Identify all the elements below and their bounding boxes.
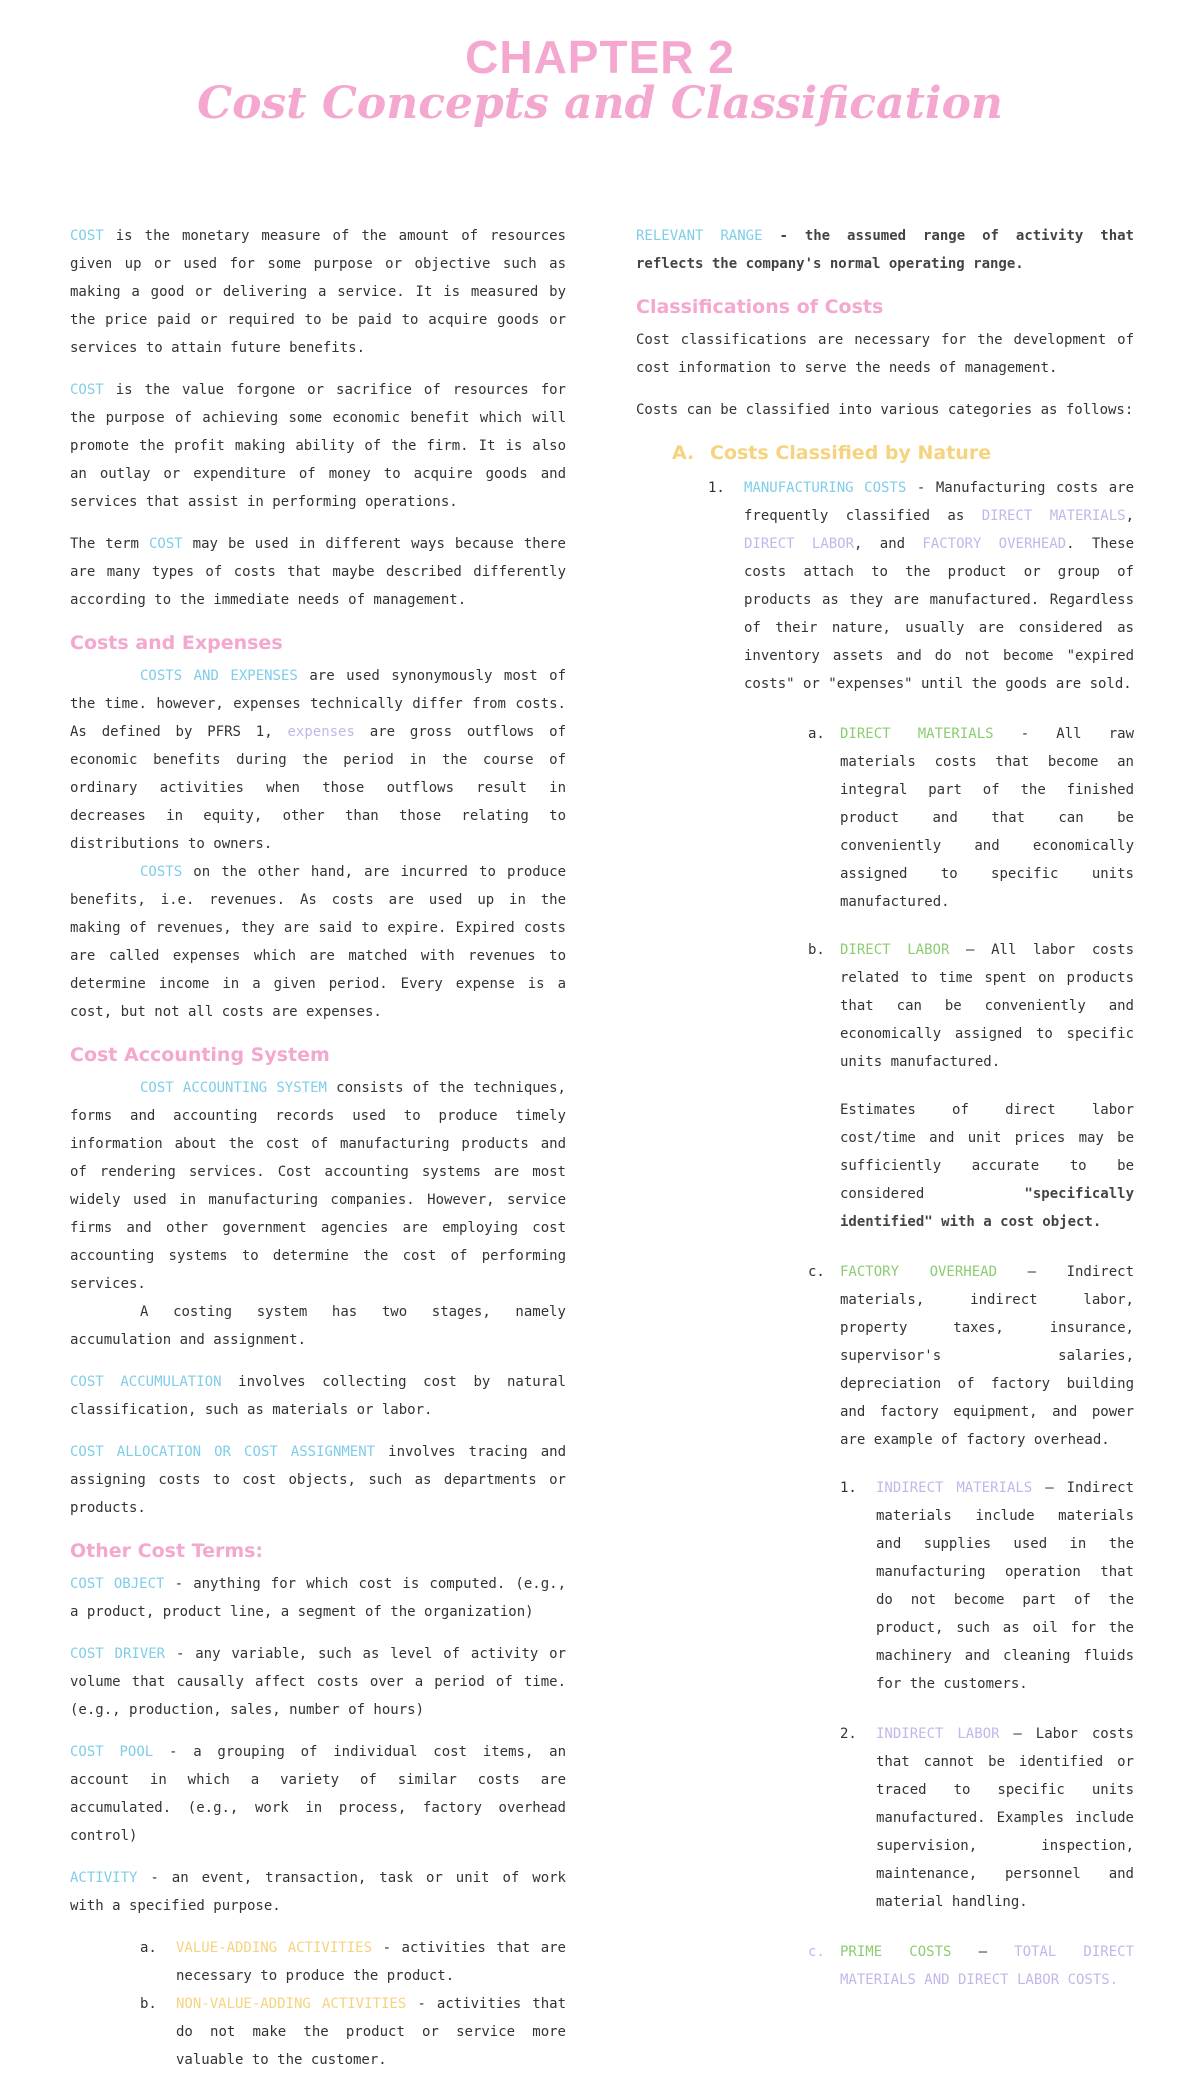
term: COST DRIVER (70, 1646, 166, 1662)
list-marker: a. (140, 1940, 157, 1956)
paragraph-classifications-1: Cost classifications are necessary for the development of cost information to serve the needs of management. (636, 332, 1134, 376)
list-marker: 1. (840, 1480, 857, 1496)
list-item-manufacturing-costs (708, 474, 1134, 698)
list-marker: a. (808, 726, 825, 742)
term: COST ALLOCATION OR COST ASSIGNMENT (70, 1444, 376, 1460)
list-item-non-value-adding (140, 1990, 566, 2074)
term: COST (70, 228, 104, 244)
paragraph-cost-accumulation (70, 1368, 566, 1424)
list-item-direct-labor (808, 936, 1134, 1076)
list-marker: c. (808, 1944, 825, 1960)
text: , (1125, 508, 1135, 524)
text: , and (854, 536, 923, 552)
paragraph-direct-labor-note (840, 1096, 1134, 1236)
right-column (636, 222, 1134, 2006)
text: are gross outflows of economic benefits during the period in the course of ordinary activities when those outflows result in decreases in equity, other than those relating to distributions to owners. (70, 724, 566, 852)
list-item-value-adding (140, 1934, 566, 1990)
text: is the value forgone or sacrifice of resources for the purpose of achieving some economic benefit which will promote the profit making ability of the firm. It is also an outlay or expenditure of money to acquire goods and services that assist in performing operations. (70, 382, 566, 510)
term: DIRECT MATERIALS (981, 508, 1126, 524)
text: - Manufacturing costs are frequently classified as (744, 480, 1134, 524)
text: The term (70, 536, 149, 552)
text: may be used in different ways because there are many types of costs that maybe described differently according to the immediate needs of management. (70, 536, 566, 608)
term: COST ACCUMULATION (70, 1374, 222, 1390)
term: RELEVANT RANGE (636, 228, 763, 244)
term: PRIME COSTS (840, 1944, 952, 1960)
text: - an event, transaction, task or unit of work with a specified purpose. (70, 1870, 566, 1914)
term: FACTORY OVERHEAD (922, 536, 1067, 552)
text: - activities that do not make the product or service more valuable to the customer. (176, 1996, 567, 2068)
heading-costs-by-nature: Costs Classified by Nature (710, 442, 992, 464)
text: involves collecting cost by natural classification, such as materials or labor. (70, 1374, 566, 1418)
term: NON-VALUE-ADDING ACTIVITIES (176, 1996, 407, 2012)
text: - activities that are necessary to produce the product. (176, 1940, 566, 1984)
heading-other-cost-terms: Other Cost Terms: (70, 1540, 264, 1562)
list-item-direct-materials (808, 720, 1134, 916)
term: COST ACCOUNTING SYSTEM (140, 1080, 327, 1096)
text: — Indirect materials, indirect labor, property taxes, insurance, supervisor's salaries, depreciation of factory building and factory equipment, and power are example of factory overhead. (840, 1264, 1134, 1448)
text: on the other hand, are incurred to produce benefits, i.e. revenues. As costs are used up in the making of revenues, they are said to expire. Expired costs are called expenses which are matched with revenues to determine income in a given period. Every expense is a cost, but not all costs are expenses. (70, 864, 566, 1020)
paragraph-cost-driver (70, 1640, 566, 1724)
term: ACTIVITY (70, 1870, 138, 1886)
text: consists of the techniques, forms and accounting records used to produce timely information about the cost of manufacturing products and of rendering services. Cost accounting systems are most widely used in manufacturing companies. However, service firms and other government agencies are employing cost accounting systems to determine the cost of performing services. (70, 1080, 566, 1292)
heading-classifications: Classifications of Costs (636, 296, 884, 318)
text: — Labor costs that cannot be identified or traced to specific units manufactured. Examples include supervision, inspection, maintenance, personnel and material handling. (876, 1726, 1134, 1910)
term: FACTORY OVERHEAD (840, 1264, 997, 1280)
term: MANUFACTURING COSTS (744, 480, 907, 496)
text: - a grouping of individual cost items, an account in which a variety of similar costs are accumulated. (e.g., work in process, factory overhead control) (70, 1744, 567, 1844)
term: COST (70, 382, 104, 398)
list-text (176, 1990, 566, 2074)
term: TOTAL DIRECT MATERIALS AND DIRECT LABOR COSTS. (840, 1944, 1134, 1988)
list-marker: b. (808, 942, 825, 958)
term-expenses: expenses (287, 724, 355, 740)
list-text (176, 1934, 566, 1990)
paragraph-cost-allocation (70, 1438, 566, 1522)
paragraph-relevant-range (636, 222, 1134, 278)
paragraph-activity (70, 1864, 566, 1920)
list-item-indirect-labor (840, 1720, 1134, 1916)
paragraph-cost-definition-1 (70, 222, 566, 362)
list-marker: b. (140, 1996, 157, 2012)
list-item-indirect-materials (840, 1474, 1134, 1698)
heading-cost-accounting-system: Cost Accounting System (70, 1044, 330, 1066)
list-text (840, 936, 1134, 1076)
text: . These costs attach to the product or group of products as they are manufactured. Regardless of their nature, usually are considered as inventory assets and do not become "expired costs" or "expenses" until the goods are sold. (744, 536, 1135, 692)
paragraph-cas-stages: A costing system has two stages, namely accumulation and assignment. (70, 1304, 566, 1348)
text: is the monetary measure of the amount of resources given up or used for some purpose or objective such as making a good or delivering a service. It is measured by the price paid or required to be paid to acquire goods or services to attain future benefits. (70, 228, 566, 356)
list-text (840, 1258, 1134, 1454)
term: COSTS AND EXPENSES (140, 668, 298, 684)
paragraph-costs (70, 858, 566, 1026)
text: - anything for which cost is computed. (e.g., a product, product line, a segment of the organization) (70, 1576, 566, 1620)
chapter-title: CHAPTER 2 (465, 31, 735, 83)
paragraph-cost-term (70, 530, 566, 614)
text: — Indirect materials include materials and supplies used in the manufacturing operation that do not become part of the product, such as oil for the machinery and cleaning fluids for the customers. (876, 1480, 1135, 1692)
paragraph-classifications-2: Costs can be classified into various categories as follows: (636, 402, 1134, 418)
chapter-subtitle: Cost Concepts and Classification (197, 78, 1003, 129)
text: Estimates of direct labor cost/time and unit prices may be sufficiently accurate to be considered (840, 1102, 1134, 1202)
list-text (744, 474, 1134, 698)
list-item-prime-costs (808, 1938, 1134, 1994)
text: involves tracing and assigning costs to cost objects, such as departments or products. (70, 1444, 567, 1516)
heading-costs-and-expenses: Costs and Expenses (70, 632, 283, 654)
paragraph-cost-pool (70, 1738, 566, 1850)
text: - All raw materials costs that become an integral part of the finished product and that can be conveniently and economically assigned to specific units manufactured. (840, 726, 1134, 910)
paragraph-cas (70, 1074, 566, 1298)
term: COST OBJECT (70, 1576, 165, 1592)
paragraph-cost-object (70, 1570, 566, 1626)
term: COST (148, 536, 183, 552)
term: INDIRECT LABOR (876, 1726, 1000, 1742)
list-text (840, 1938, 1134, 1994)
paragraph-cost-definition-2 (70, 376, 566, 516)
term: DIRECT LABOR (840, 942, 950, 958)
text: — All labor costs related to time spent on products that can be conveniently and economically assigned to specific units manufactured. (840, 942, 1134, 1070)
left-column (70, 222, 566, 2086)
list-marker: c. (808, 1264, 825, 1280)
text: are used synonymously most of the time. however, expenses technically differ from costs. As defined by PFRS 1, (70, 668, 566, 740)
term: DIRECT LABOR (744, 536, 855, 552)
list-marker: 1. (708, 480, 725, 496)
text: - any variable, such as level of activity or volume that causally affect costs over a period of time. (e.g., production, sales, number of hours) (70, 1646, 567, 1718)
section-a-heading (672, 438, 1134, 468)
text: "specifically identified" with a cost object. (840, 1186, 1134, 1230)
text: — (951, 1944, 1015, 1960)
term: VALUE-ADDING ACTIVITIES (176, 1940, 372, 1956)
text: - the assumed range of activity that reflects the company's normal operating range. (636, 228, 1134, 272)
list-item-factory-overhead (808, 1258, 1134, 1454)
list-text (876, 1720, 1134, 1916)
list-text (840, 720, 1134, 916)
list-text (876, 1474, 1134, 1698)
term: COSTS (140, 864, 183, 880)
list-marker: 2. (840, 1726, 857, 1742)
list-marker: A. (672, 442, 695, 464)
term: DIRECT MATERIALS (840, 726, 994, 742)
term: COST POOL (70, 1744, 154, 1760)
term: INDIRECT MATERIALS (876, 1480, 1033, 1496)
paragraph-costs-expenses (70, 662, 566, 858)
